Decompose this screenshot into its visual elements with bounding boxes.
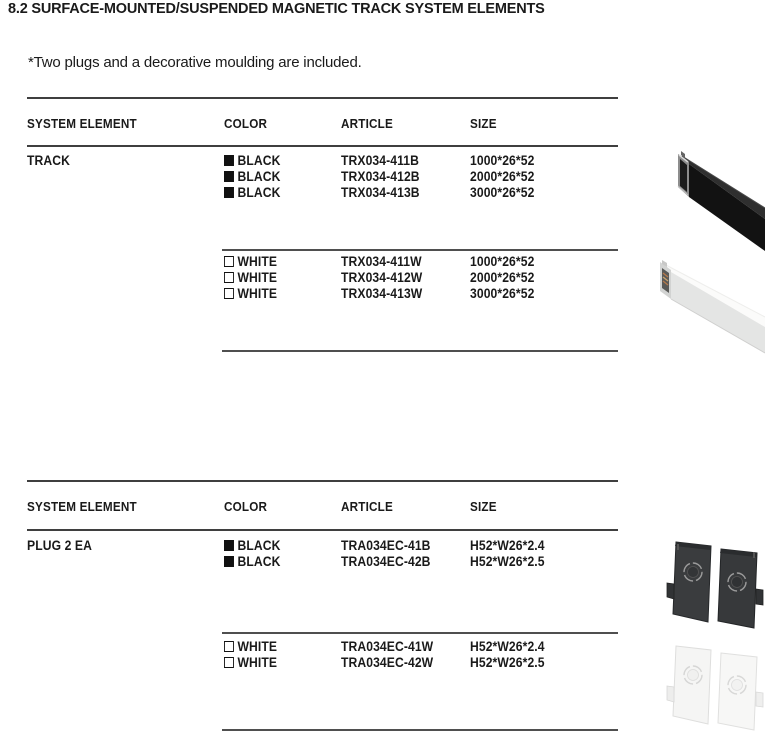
col-header-size: SIZE [470,116,497,131]
size-value: 3000*26*52 [470,286,535,301]
article-code: TRX034-413W [341,286,423,301]
table2-header-rule [27,529,618,531]
color-label: BLACK [237,538,281,553]
color-label: BLACK [237,185,281,200]
article-code: TRA034EC-42B [341,554,431,569]
article-code: TRX034-413B [341,185,420,200]
color-swatch-black-icon [224,540,234,551]
col-header-size: SIZE [470,499,497,514]
article-code: TRA034EC-42W [341,655,434,670]
color-label: WHITE [237,286,278,301]
table1-top-rule [27,97,618,99]
footnote: *Two plugs and a decorative moulding are included. [28,54,362,71]
element-label-plug: PLUG 2 EA [27,538,92,553]
table1-bottom-rule [222,350,618,352]
black-track-photo [652,146,765,259]
table-row [0,286,600,302]
size-value: H52*W26*2.5 [470,554,545,569]
size-value: 2000*26*52 [470,270,535,285]
article-code: TRX034-412W [341,270,423,285]
col-header-color: COLOR [224,499,268,514]
element-label-track: TRACK [27,153,70,168]
col-header-system-element: SYSTEM ELEMENT [27,116,137,131]
table-row [0,639,600,655]
table1-header-rule [27,145,618,147]
table2-header-row [0,499,600,515]
col-header-color: COLOR [224,116,268,131]
table-row [0,270,600,286]
article-code: TRX034-411W [341,254,422,269]
color-label: BLACK [237,169,281,184]
color-label: BLACK [237,153,281,168]
size-value: 2000*26*52 [470,169,535,184]
col-header-article: ARTICLE [341,116,393,131]
table-row [0,254,600,270]
color-swatch-white-icon [224,256,234,267]
col-header-system-element: SYSTEM ELEMENT [27,499,137,514]
col-header-article: ARTICLE [341,499,393,514]
table2-top-rule [27,480,618,482]
article-code: TRX034-411B [341,153,419,168]
article-code: TRA034EC-41W [341,639,434,654]
article-code: TRA034EC-41B [341,538,431,553]
color-swatch-black-icon [224,171,234,182]
size-value: H52*W26*2.5 [470,655,545,670]
color-swatch-white-icon [224,272,234,283]
color-label: WHITE [237,655,278,670]
color-swatch-black-icon [224,556,234,567]
table1-group-separator [222,249,618,251]
table-row [0,185,600,201]
table1-header-row [0,116,600,132]
white-plugs-photo [666,640,765,735]
table2-bottom-rule [222,729,618,731]
color-label: WHITE [237,639,278,654]
color-label: WHITE [237,270,278,285]
table-row [0,153,600,169]
black-plugs-photo [666,536,765,633]
color-swatch-white-icon [224,641,234,652]
table-row [0,169,600,185]
table2-group-separator [222,632,618,634]
color-swatch-white-icon [224,657,234,668]
article-code: TRX034-412B [341,169,420,184]
color-label: BLACK [237,554,281,569]
size-value: 1000*26*52 [470,254,535,269]
size-value: H52*W26*2.4 [470,538,545,553]
table-row [0,554,600,570]
table-row [0,538,600,554]
size-value: 1000*26*52 [470,153,535,168]
size-value: H52*W26*2.4 [470,639,545,654]
color-label: WHITE [237,254,278,269]
color-swatch-black-icon [224,155,234,166]
white-track-photo [646,256,765,354]
color-swatch-white-icon [224,288,234,299]
size-value: 3000*26*52 [470,185,535,200]
table-row [0,655,600,671]
page-title: 8.2 SURFACE-MOUNTED/SUSPENDED MAGNETIC TRACK SYSTEM ELEMENTS [8,1,545,17]
color-swatch-black-icon [224,187,234,198]
